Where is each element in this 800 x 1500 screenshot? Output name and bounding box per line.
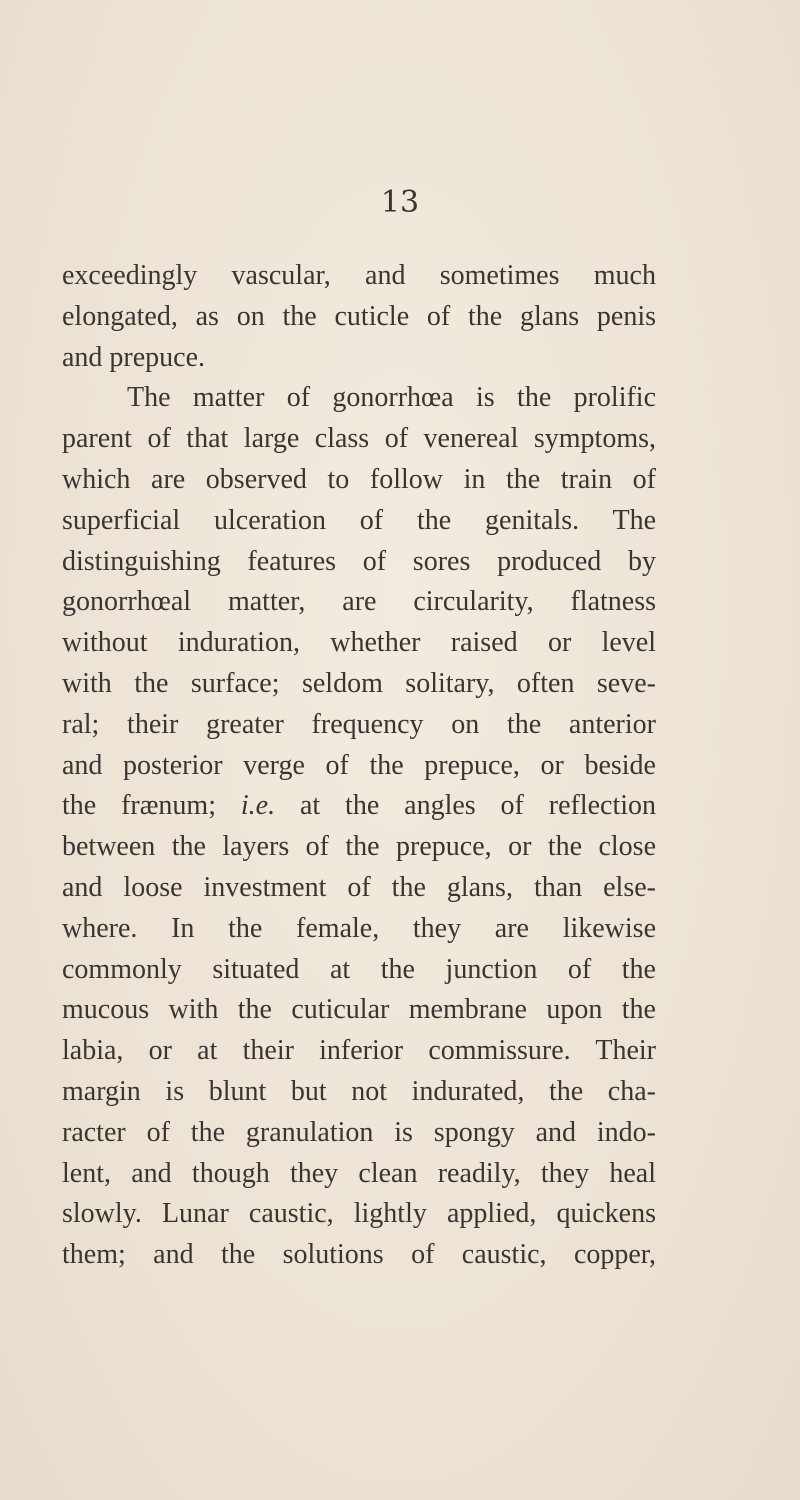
text-segment: at the angles of reflection (299, 790, 657, 822)
text-line: where. In the female, they are likewise (62, 912, 656, 944)
text-line: gonorrhœal matter, are circularity, flatness (62, 586, 656, 618)
text-line: superficial ulceration of the genitals. The (62, 504, 656, 536)
text-line: parent of that large class of venereal symptoms, (62, 423, 656, 455)
text-line: elongated, as on the cuticle of the glans penis (62, 300, 656, 332)
text-line: which are observed to follow in the train of (62, 463, 656, 495)
text-line: distinguishing features of sores produced by (62, 545, 656, 577)
text-line: The matter of gonorrhœa is the prolific (127, 382, 656, 414)
text-line: lent, and though they clean readily, they heal (62, 1157, 656, 1189)
text-line: them; and the solutions of caustic, copper, (62, 1239, 656, 1271)
text-line: between the layers of the prepuce, or the close (62, 831, 656, 863)
text-line: and prepuce. (62, 341, 206, 373)
text-line: labia, or at their inferior commissure. Their (62, 1035, 656, 1067)
text-line: racter of the granulation is spongy and indo- (62, 1116, 656, 1148)
text-segment: the frænum; (62, 790, 216, 822)
text-line: margin is blunt but not indurated, the cha- (62, 1075, 656, 1107)
text-line: without induration, whether raised or level (62, 627, 656, 659)
text-line-composite (62, 786, 656, 827)
text-line: ral; their greater frequency on the anterior (62, 708, 656, 740)
text-line: exceedingly vascular, and sometimes much (62, 260, 656, 291)
italic-abbreviation: i.e. (240, 790, 276, 822)
text-line: with the surface; seldom solitary, often seve- (62, 667, 656, 699)
text-line: mucous with the cuticular membrane upon the (62, 994, 656, 1026)
text-line: commonly situated at the junction of the (62, 953, 656, 985)
body-text (62, 256, 656, 1276)
text-line: and loose investment of the glans, than else- (62, 871, 656, 903)
text-line: slowly. Lunar caustic, lightly applied, quickens (62, 1198, 656, 1230)
page-number: 13 (380, 185, 420, 220)
text-line: and posterior verge of the prepuce, or beside (62, 749, 656, 781)
